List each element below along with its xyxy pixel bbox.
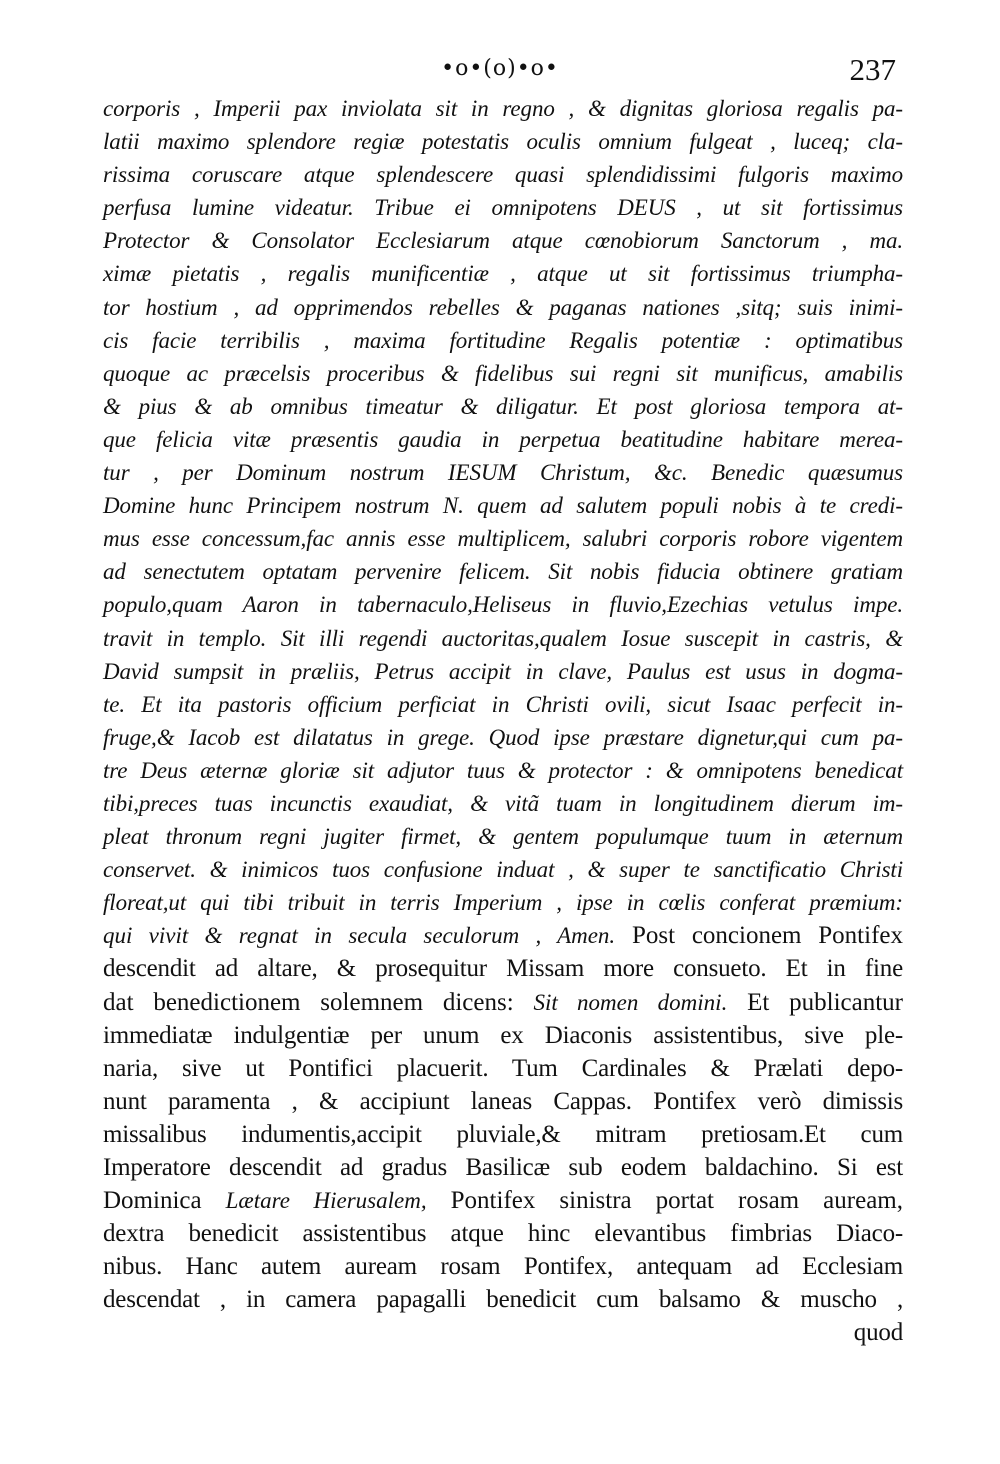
- text-line: ad senectutem optatam pervenire felicem. Sit nobis fiducia obtinere gratiam: [103, 559, 903, 585]
- text-line: tibi,preces tuas incunctis exaudiat, & vitã tuam in longitudinem dierum im-: [103, 790, 903, 816]
- text-line: descendat , in camera papagalli benedicit cum balsamo & muscho ,: [103, 1286, 903, 1314]
- text-line: cis facie terribilis , maxima fortitudine Regalis potentiæ : optimatibus: [103, 327, 903, 353]
- text-line: que felicia vitæ præsentis gaudia in perpetua beatitudine habitare merea-: [103, 426, 903, 452]
- page-number: 237: [849, 52, 896, 87]
- text-line: tor hostium , ad opprimendos rebelles & paganas nationes ,sitq; suis inimi-: [103, 294, 903, 320]
- text-line-italic: Lætare Hierusalem,: [225, 1188, 427, 1214]
- text-line: tre Deus æternæ gloriæ sit adjutor tuus & protector : & omnipotens benedicat: [103, 757, 903, 783]
- text-line-roman: dat benedictionem solemnem dicens:: [103, 988, 534, 1016]
- text-line: tur , per Dominum nostrum IESUM Christum, &c. Benedic quæsumus: [103, 460, 903, 486]
- catchword: quod: [853, 1319, 903, 1347]
- text-line: [103, 919, 903, 952]
- header-ornament: •o•(o)•o•: [441, 56, 559, 81]
- text-line-roman: Post concionem Pontifex: [615, 922, 903, 950]
- text-line: descendit ad altare, & prosequitur Missam more consueto. Et in fine: [103, 955, 903, 983]
- text-line: pleat thronum regni jugiter firmet, & gentem populumque tuum in æternum: [103, 824, 903, 850]
- text-line: populo,quam Aaron in tabernaculo,Heliseus in fluvio,Ezechias vetulus impe.: [103, 592, 903, 618]
- text-line: nunt paramenta , & accipiunt laneas Cappas. Pontifex verò dimissis: [103, 1087, 903, 1115]
- text-line-roman: Dominica: [103, 1187, 226, 1215]
- text-line: missalibus indumentis,accipit pluviale,& mitram pretiosam.Et cum: [103, 1120, 903, 1148]
- text-line-roman: Pontifex sinistra portat rosam auream,: [426, 1187, 903, 1215]
- text-line: travit in templo. Sit illi regendi auctoritas,qualem Iosue suscepit in castris, &: [103, 625, 903, 651]
- text-line: Domine hunc Principem nostrum N. quem ad salutem populi nobis à te credi-: [103, 493, 903, 519]
- text-line: [103, 986, 903, 1019]
- text-line: rissima coruscare atque splendescere quasi splendidissimi fulgoris maximo: [103, 162, 903, 188]
- text-line-roman: Et publicantur: [727, 988, 903, 1016]
- text-line: [103, 1184, 903, 1217]
- text-line-italic: qui vivit & regnat in secula seculorum , Amen.: [103, 923, 616, 949]
- text-line: David sumpsit in præliis, Petrus accipit in clave, Paulus est usus in dogma-: [103, 658, 903, 684]
- text-line: corporis , Imperii pax inviolata sit in regno , & dignitas gloriosa regalis pa-: [103, 96, 903, 121]
- text-line: floreat,ut qui tibi tribuit in terris Imperium , ipse in cœlis conferat præmium:: [103, 890, 903, 916]
- text-line: nibus. Hanc autem auream rosam Pontifex, antequam ad Ecclesiam: [103, 1253, 903, 1281]
- text-line: latii maximo splendore regiæ potestatis oculis omnium fulgeat , luceq; cla-: [103, 129, 903, 155]
- text-line: naria, sive ut Pontifici placuerit. Tum Cardinales & Prælati depo-: [103, 1054, 903, 1082]
- page-header: [0, 52, 1000, 92]
- text-line: conservet. & inimicos tuos confusione induat , & super te sanctificatio Christi: [103, 857, 903, 883]
- text-line: & pius & ab omnibus timeatur & diligatur. Et post gloriosa tempora at-: [103, 393, 903, 419]
- text-line: Protector & Consolator Ecclesiarum atque cœnobiorum Sanctorum , ma.: [103, 228, 903, 254]
- text-line-italic: Sit nomen domini.: [533, 989, 728, 1015]
- text-line: ximæ pietatis , regalis munificentiæ , atque ut sit fortissimus triumpha-: [103, 261, 903, 287]
- text-line: dextra benedicit assistentibus atque hinc elevantibus fimbrias Diaco-: [103, 1220, 903, 1248]
- text-line: mus esse concessum,fac annis esse multiplicem, salubri corporis robore vigentem: [103, 526, 903, 552]
- text-line: immediatæ indulgentiæ per unum ex Diaconis assistentibus, sive ple-: [103, 1021, 903, 1049]
- body-text: [103, 92, 903, 1350]
- text-line: Imperatore descendit ad gradus Basilicæ sub eodem baldachino. Si est: [103, 1154, 903, 1181]
- text-line: fruge,& Iacob est dilatatus in grege. Quod ipse præstare dignetur,qui cum pa-: [103, 724, 903, 750]
- text-line: te. Et ita pastoris officium perficiat in Christi ovili, sicut Isaac perfecit in-: [103, 691, 903, 717]
- text-line: perfusa lumine videatur. Tribue ei omnipotens DEUS , ut sit fortissimus: [103, 195, 903, 221]
- text-line: quoque ac præcelsis proceribus & fidelibus sui regni sit munificus, amabilis: [103, 360, 903, 386]
